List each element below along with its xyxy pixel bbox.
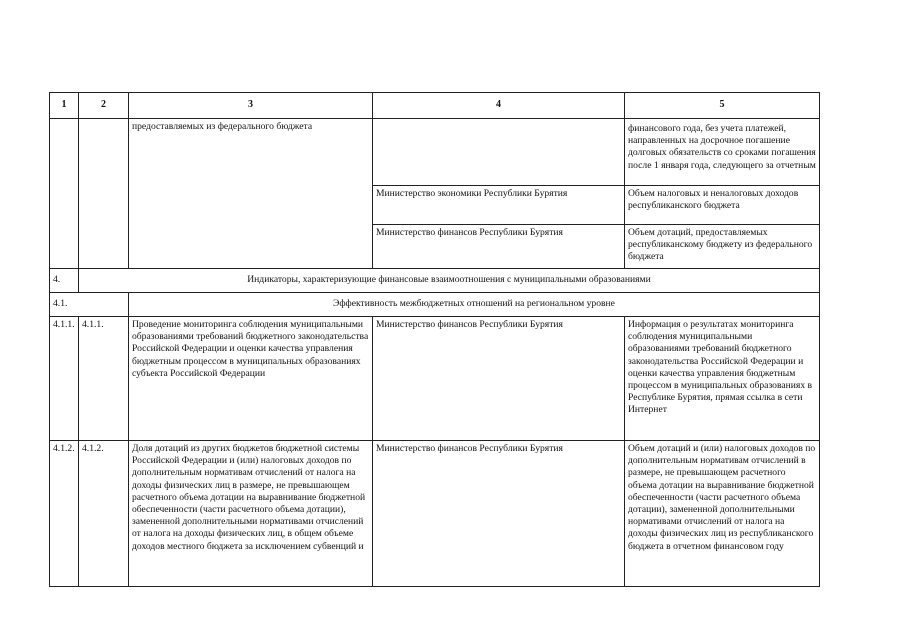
section-row	[50, 269, 820, 293]
cell-indicator-text: Доля дотаций из других бюджетов бюджетной системы Российской Федерации и (или) налоговых доходов по дополнительным нормативам отчислений от налога на доходы физических лиц в размере, не превышающем расчетного объема дотации на выравнивание бюджетной обеспеченности (части расчетного объема дотации), замененной дополнительными нормативами отчислений от налога на доходы физических лиц, в общем объеме доходов местного бюджета за исключением субвенций и	[129, 441, 373, 587]
subsection-title: Эффективность межбюджетных отношений на региональном уровне	[129, 293, 820, 317]
row-number: 4.1.1.	[50, 317, 79, 441]
subsection-row	[50, 293, 820, 317]
row-number-secondary: 4.1.1.	[79, 317, 129, 441]
cell-responsible-org: Министерство финансов Республики Бурятия	[373, 225, 625, 269]
cell-data-source: Объем дотаций, предоставляемых республиканскому бюджету из федерального бюджета	[625, 225, 820, 269]
cell-responsible-org: Министерство экономики Республики Бурятия	[373, 186, 625, 225]
header-col-5: 5	[625, 93, 820, 119]
header-col-2: 2	[79, 93, 129, 119]
section-title: Индикаторы, характеризующие финансовые взаимоотношения с муниципальными образованиями	[79, 269, 820, 293]
table-header-row	[50, 93, 820, 119]
table-row	[50, 317, 820, 441]
cell-empty	[50, 119, 79, 269]
cell-data-source: Объем дотаций и (или) налоговых доходов по дополнительным нормативам отчислений в размере, не превышающем расчетного объема дотации на выравнивание бюджетной обеспеченности (части расчетного объема дотации), замененной дополнительными нормативами отчислений от налога на доходы физических лиц из республиканского бюджета в отчетном финансовом году	[625, 441, 820, 587]
cell-indicator-text: Проведение мониторинга соблюдения муниципальными образованиями требований бюджетного законодательства Российской Федерации и оценки качества управления бюджетным процессом в муниципальных образованиях субъекта Российской Федерации	[129, 317, 373, 441]
subsection-number: 4.1.	[50, 293, 129, 317]
header-col-4: 4	[373, 93, 625, 119]
indicators-table	[49, 92, 820, 587]
cell-data-source: Информация о результатах мониторинга соблюдения муниципальными образованиями требований бюджетного законодательства Российской Федерации и оценки качества управления бюджетным процессом в муниципальных образованиях в Республике Бурятия, прямая ссылка в сети Интернет	[625, 317, 820, 441]
table-row	[50, 119, 820, 186]
cell-responsible-org: Министерство финансов Республики Бурятия	[373, 441, 625, 587]
section-number: 4.	[50, 269, 79, 293]
header-col-1: 1	[50, 93, 79, 119]
cell-indicator-text: предоставляемых из федерального бюджета	[129, 119, 373, 269]
row-number: 4.1.2.	[50, 441, 79, 587]
table-row	[50, 441, 820, 587]
cell-data-source: Объем налоговых и неналоговых доходов республиканского бюджета	[625, 186, 820, 225]
cell-responsible-org: Министерство финансов Республики Бурятия	[373, 317, 625, 441]
cell-data-source: финансового года, без учета платежей, направленных на досрочное погашение долговых обязательств со сроками погашения после 1 января года, следующего за отчетным	[625, 119, 820, 186]
cell-empty	[373, 119, 625, 186]
cell-empty	[79, 119, 129, 269]
header-col-3: 3	[129, 93, 373, 119]
row-number-secondary: 4.1.2.	[79, 441, 129, 587]
